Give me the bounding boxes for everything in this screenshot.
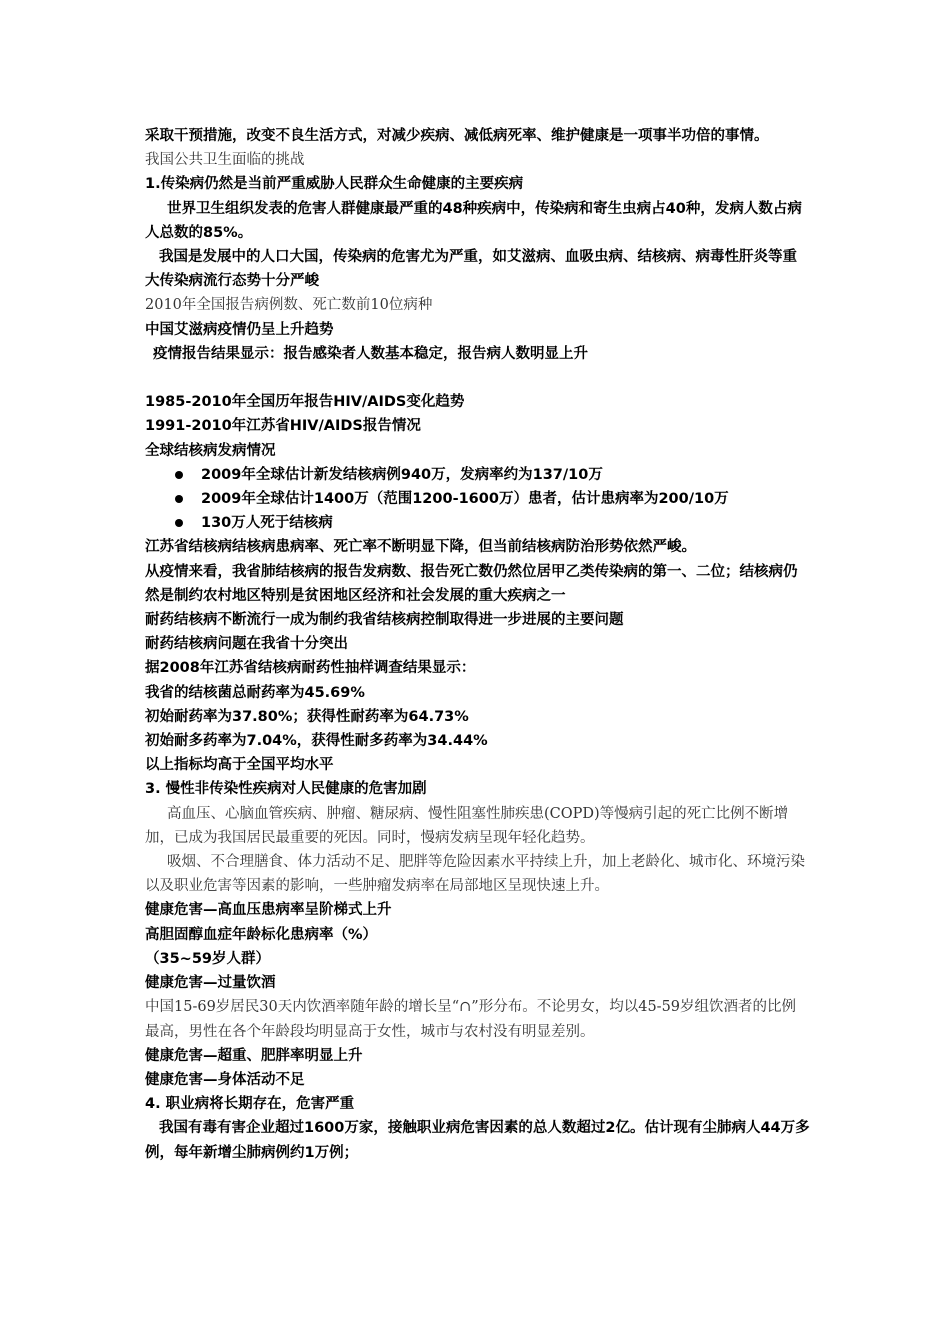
- bullet-icon: [175, 519, 183, 527]
- section-heading: 健康危害—身体活动不足: [145, 1071, 305, 1088]
- chart-caption: 高胆固醇血症年龄标化患病率（%）: [145, 926, 378, 943]
- spacer: [145, 366, 810, 390]
- list-item-text: 130万人死于结核病: [201, 515, 333, 532]
- section-heading: 3. 慢性非传染性疾病对人民健康的危害加剧: [145, 781, 427, 798]
- paragraph: 据2008年江苏省结核病耐药性抽样调查结果显示：: [145, 660, 476, 677]
- paragraph: [145, 1116, 810, 1164]
- section-heading: 中国艾滋病疫情仍呈上升趋势: [145, 321, 334, 338]
- paragraph-text: 吸烟、不合理膳食、体力活动不足、肥胖等危险因素水平持续上升，加上老龄化、城市化、环境污染以及职业危害等因素的影响，一些肿瘤发病率在局部地区呈现快速上升。: [145, 854, 805, 895]
- paragraph-text: 我国有毒有害企业超过1600万家，接触职业病危害因素的总人数超过2亿。估计现有尘肺病人44万多例，每年新增尘肺病例约1万例；: [145, 1120, 810, 1161]
- bullet-icon: [175, 471, 183, 479]
- paragraph: 中国15-69岁居民30天内饮酒率随年龄的增长呈“∩”形分布。不论男女，均以45-59岁组饮酒者的比例最高，男性在各个年龄段均明显高于女性，城市与农村没有明显差别。: [145, 999, 797, 1040]
- section-heading: 4. 职业病将长期存在，危害严重: [145, 1096, 355, 1113]
- list-item: [145, 463, 810, 487]
- paragraph: 我省的结核菌总耐药率为45.69%: [145, 684, 365, 701]
- paragraph: [145, 197, 810, 245]
- paragraph: 耐药结核病不断流行一成为制约我省结核病控制取得进一步进展的主要问题: [145, 612, 624, 629]
- list-item-text: 2009年全球估计1400万（范围1200-1600万）患者，估计患病率为200/10万: [201, 491, 729, 508]
- list-item: [145, 511, 810, 535]
- chart-caption: 2010年全国报告病例数、死亡数前10位病种: [145, 297, 433, 314]
- chart-caption: 健康危害—高血压患病率呈阶梯式上升: [145, 902, 392, 919]
- paragraph: [145, 245, 810, 293]
- section-heading: 1.传染病仍然是当前严重威胁人民群众生命健康的主要疾病: [145, 176, 524, 193]
- paragraph-text: 我国是发展中的人口大国，传染病的危害尤为严重，如艾滋病、血吸虫病、结核病、病毒性肝炎等重大传染病流行态势十分严峻: [145, 249, 797, 290]
- section-heading: 健康危害—超重、肥胖率明显上升: [145, 1047, 363, 1064]
- paragraph-text: 世界卫生组织发表的危害人群健康最严重的48种疾病中，传染病和寄生虫病占40种，发病人数占病人总数的85%。: [145, 200, 802, 241]
- section-heading: 我国公共卫生面临的挑战: [145, 152, 305, 169]
- document-body: [145, 124, 810, 1165]
- section-heading: 健康危害—过量饮酒: [145, 975, 276, 992]
- list-item: [145, 487, 810, 511]
- paragraph: 耐药结核病问题在我省十分突出: [145, 636, 348, 653]
- chart-caption: 1991-2010年江苏省HIV/AIDS报告情况: [145, 418, 421, 435]
- bullet-icon: [175, 495, 183, 503]
- chart-caption: （35~59岁人群）: [145, 950, 271, 967]
- paragraph: 江苏省结核病结核病患病率、死亡率不断明显下降，但当前结核病防治形势依然严峻。: [145, 539, 696, 556]
- paragraph: 疫情报告结果显示：报告感染者人数基本稳定，报告病人数明显上升: [153, 345, 588, 362]
- paragraph-text: 高血压、心脑血管疾病、肿瘤、糖尿病、慢性阻塞性肺疾患(COPD)等慢病引起的死亡比例不断增加，已成为我国居民最重要的死因。同时，慢病发病呈现年轻化趋势。: [145, 805, 789, 846]
- paragraph: 初始耐多药率为7.04%，获得性耐多药率为34.44%: [145, 733, 488, 750]
- chart-caption: 1985-2010年全国历年报告HIV/AIDS变化趋势: [145, 394, 465, 411]
- paragraph: 从疫情来看，我省肺结核病的报告发病数、报告死亡数仍然位居甲乙类传染病的第一、二位；结核病仍然是制约农村地区特别是贫困地区经济和社会发展的重大疾病之一: [145, 563, 798, 604]
- paragraph: [145, 802, 810, 850]
- paragraph: 初始耐药率为37.80%；获得性耐药率为64.73%: [145, 708, 469, 725]
- paragraph: 采取干预措施，改变不良生活方式，对减少疾病、减低病死率、维护健康是一项事半功倍的事情。: [145, 128, 769, 144]
- paragraph: [145, 850, 810, 898]
- list-item-text: 2009年全球估计新发结核病例940万，发病率约为137/10万: [201, 466, 603, 483]
- section-heading: 全球结核病发病情况: [145, 442, 276, 459]
- paragraph: 以上指标均高于全国平均水平: [145, 757, 334, 774]
